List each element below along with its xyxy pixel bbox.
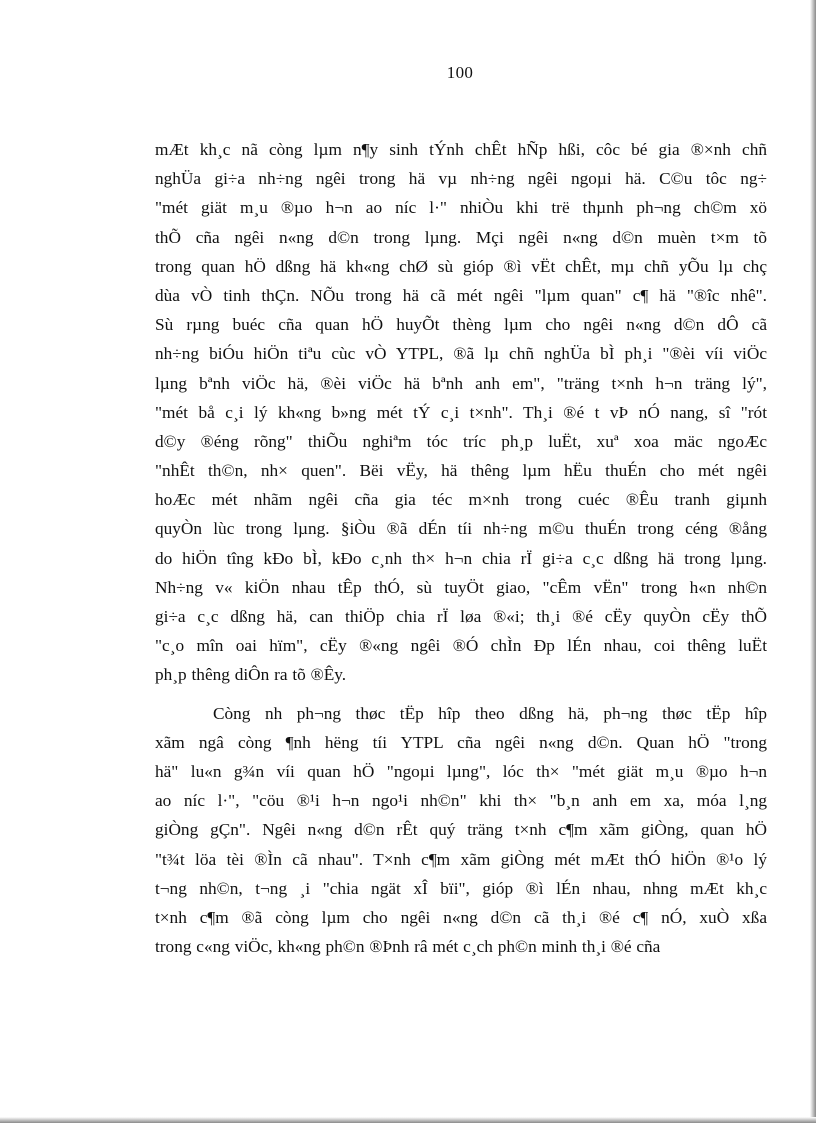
text-line: gi÷a c¸c dßng hä, can thiÖp chia rÏ løa ®«i; th¸i ®é cËy quyÒn cËy thÕ [155, 607, 767, 626]
text-line: quyÒn lùc trong lµng. §iÒu ®ã dÉn tíi nh÷ng m©u thuÉn trong céng ®ång [155, 519, 767, 539]
text-line: ph¸p thêng diÔn ra tõ ®Êy. [155, 665, 347, 685]
paragraph-1 [155, 135, 767, 690]
text-line: Nh÷ng v« kiÖn nhau tÊp thÓ, sù tuyÖt giao, "cÊm vËn" trong h«n nh©n [155, 577, 767, 597]
page-edge-right [810, 0, 816, 1123]
text-line: trong quan hÖ dßng hä kh«ng chØ sù gióp ®ì vËt chÊt, mµ chñ yÕu lµ chç [155, 256, 767, 276]
text-line: dùa vÒ tinh thÇn. NÕu trong hä cã mét ngêi "lµm quan" c¶ hä "®îc nhê". [155, 285, 767, 305]
text-line: d©y ®éng rõng" thiÕu nghiªm tóc tríc ph¸p luËt, xuª xoa mäc ngoÆc [155, 431, 767, 451]
text-line: mÆt kh¸c nã còng lµm n¶y sinh tÝnh chÊt hÑp hßi, côc bé gia ®×nh chñ [155, 140, 767, 159]
text-line: "c¸o mîn oai hïm", cËy ®«ng ngêi ®Ó chÌn Ðp lÉn nhau, coi thêng luËt [155, 636, 767, 656]
text-line: "mét giät m¸u ®µo h¬n ao níc l·" nhiÒu khi trë thµnh ph¬ng ch©m xö [155, 198, 767, 218]
text-line: thÕ cña ngêi n«ng d©n trong lµng. Mçi ngêi n«ng d©n muèn t×m tõ [155, 227, 767, 247]
body-text [155, 135, 767, 961]
text-line: nghÜa gi÷a nh÷ng ngêi trong hä vµ nh÷ng ngêi ngoµi hä. C©u tôc ng÷ [155, 169, 767, 189]
paragraph-spacer [155, 690, 767, 699]
text-line: t¬ng nh©n, t¬ng ¸i "chia ngät xÎ bïi", gióp ®ì lÉn nhau, nhng mÆt kh¸c [155, 878, 767, 898]
paragraph-2 [155, 699, 767, 962]
text-line: giÒng gÇn". Ngêi n«ng d©n rÊt quý träng t×nh c¶m xãm giÒng, quan hÖ [155, 820, 767, 840]
text-line: xãm ngâ còng ¶nh hëng tíi YTPL cña ngêi n«ng d©n. Quan hÖ "trong [155, 732, 767, 752]
text-line: hä" lu«n g¾n víi quan hÖ "ngoµi lµng", lóc th× "mét giät m¸u ®µo h¬n [155, 761, 767, 781]
text-line: lµng bªnh viÖc hä, ®èi viÖc hä bªnh anh em", "träng t×nh h¬n träng lý", [155, 373, 767, 393]
text-line: "mét bå c¸i lý kh«ng b»ng mét tÝ c¸i t×nh". Th¸i ®é t vÞ nÓ nang, sî "rót [155, 402, 767, 422]
page-number: 100 [446, 63, 474, 82]
page-edge-bottom [0, 1117, 816, 1123]
text-line: "t¾t löa tèi ®Ìn cã nhau". T×nh c¶m xãm giÒng mét mÆt thÓ hiÖn ®¹o lý [155, 849, 767, 869]
text-line: t×nh c¶m ®ã còng lµm cho ngêi n«ng d©n cã th¸i ®é c¶ nÓ, xuÒ xßa [155, 907, 767, 927]
text-line: "nhÊt th©n, nh× quen". Bëi vËy, hä thêng lµm hËu thuÉn cho mét ngêi [155, 461, 767, 481]
text-line: trong c«ng viÖc, kh«ng ph©n ®Þnh râ mét c¸ch ph©n minh th¸i ®é cña [155, 937, 661, 957]
text-line: do hiÖn tîng kÐo bÌ, kÐo c¸nh th× h¬n chia rÏ gi÷a c¸c dßng hä trong lµng. [155, 548, 767, 568]
text-line: nh÷ng biÓu hiÖn tiªu cùc vÒ YTPL, ®ã lµ chñ nghÜa bÌ ph¸i "®èi víi viÖc [155, 344, 767, 364]
text-line: Còng nh ph¬ng thøc tËp hîp theo dßng hä, ph¬ng thøc tËp hîp [213, 703, 767, 723]
text-line: hoÆc mét nhãm ngêi cña gia téc m×nh trong cuéc ®Êu tranh giµnh [155, 490, 767, 510]
text-line: Sù rµng buéc cña quan hÖ huyÕt thèng lµm cho ngêi n«ng d©n dÔ cã [155, 315, 767, 335]
text-line: ao níc l·", "cöu ®¹i h¬n ngo¹i nh©n" khi th× "b¸n anh em xa, móa l¸ng [155, 791, 767, 811]
